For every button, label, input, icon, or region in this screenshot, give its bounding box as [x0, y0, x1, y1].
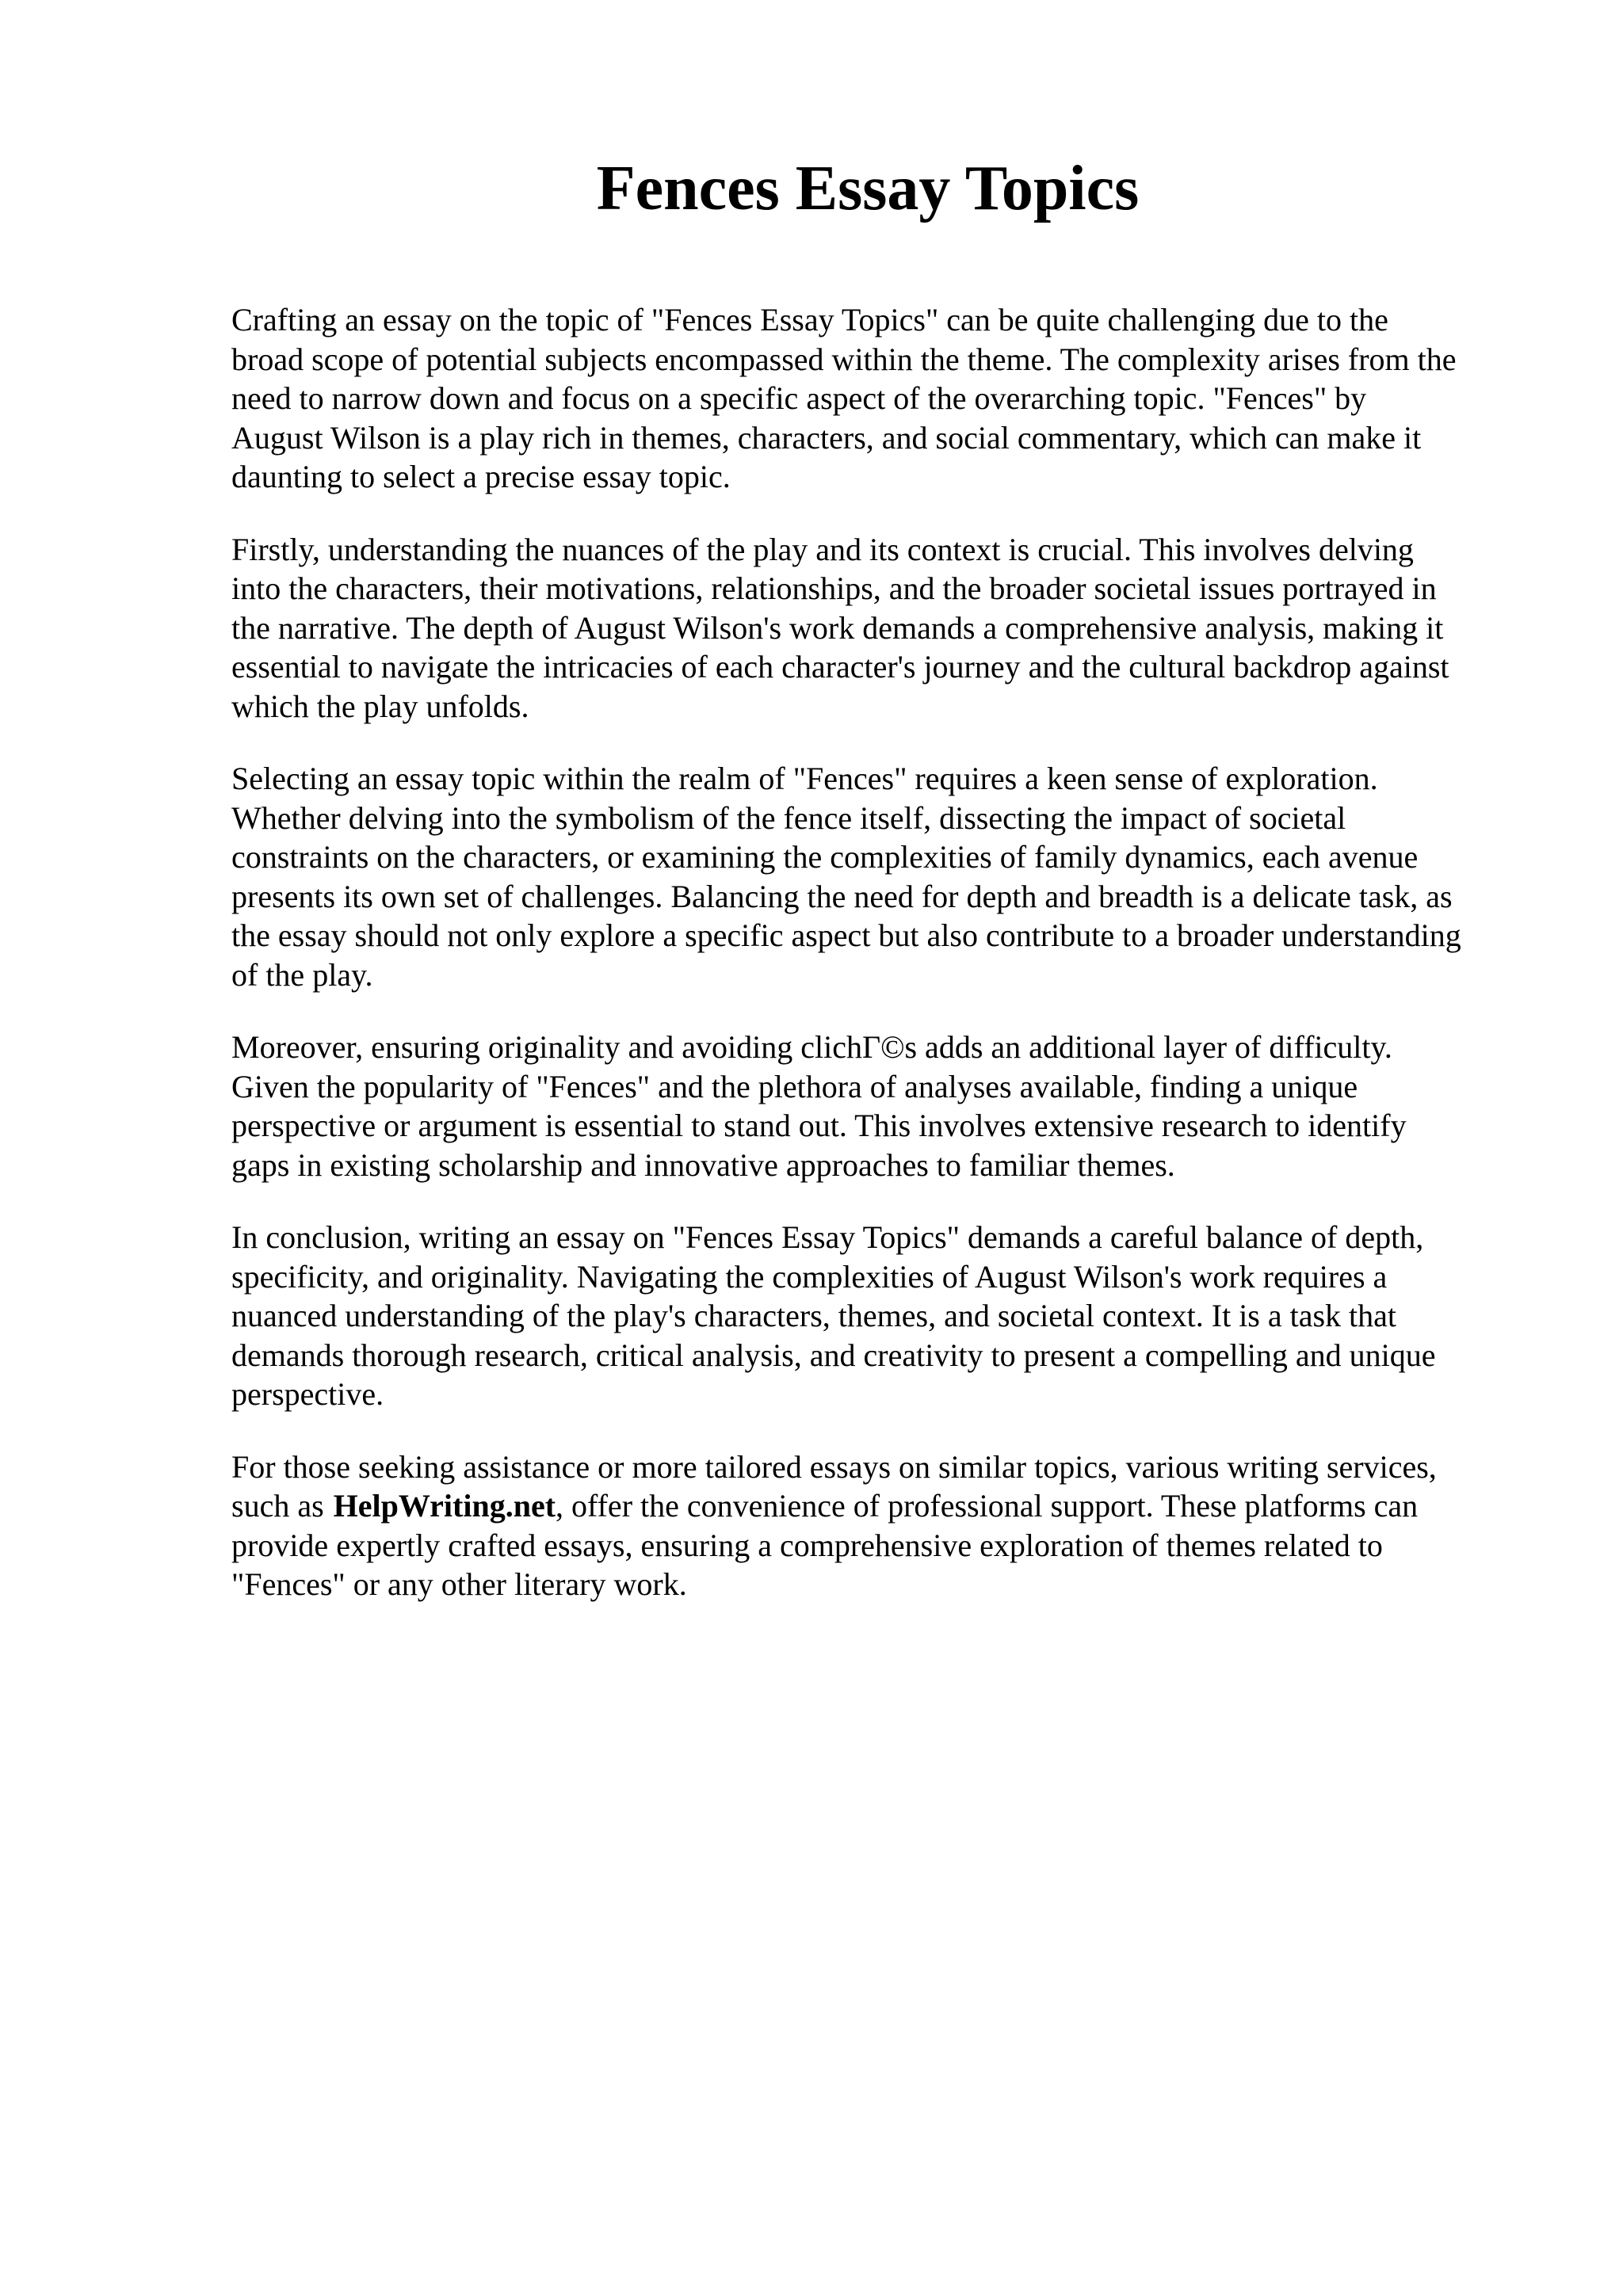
text-line: "Fences" or any other literary work.: [231, 1566, 687, 1602]
text-line: Firstly, understanding the nuances of the play and its context is crucial. This involves delving: [231, 531, 1414, 567]
text-line: essential to navigate the intricacies of each character's journey and the cultural backdrop against: [231, 649, 1449, 685]
text-line: Whether delving into the symbolism of the fence itself, dissecting the impact of societal: [231, 799, 1346, 836]
paragraph-1: [231, 300, 1519, 497]
text-line: of the play.: [231, 956, 373, 993]
text-line: the narrative. The depth of August Wilson's work demands a comprehensive analysis, making it: [231, 609, 1444, 646]
text-line: into the characters, their motivations, relationships, and the broader societal issues portrayed in: [231, 570, 1437, 606]
text-line: daunting to select a precise essay topic.: [231, 459, 731, 494]
text-line: Crafting an essay on the topic of "Fences Essay Topics" can be quite challenging due to the: [231, 302, 1388, 338]
text-line: perspective.: [231, 1376, 384, 1412]
text-line: August Wilson is a play rich in themes, characters, and social commentary, which can make it: [231, 419, 1422, 456]
text-line: constraints on the characters, or examining the complexities of family dynamics, each avenue: [231, 839, 1419, 875]
essay-body: [231, 300, 1519, 1638]
text-line: gaps in existing scholarship and innovative approaches to familiar themes.: [231, 1146, 1175, 1183]
text-line: the essay should not only explore a specific aspect but also contribute to a broader understanding: [231, 917, 1461, 953]
page-title: Fences Essay Topics: [596, 154, 1140, 223]
text-line: nuanced understanding of the play's characters, themes, and societal context. It is a task that: [231, 1298, 1397, 1333]
text-line: In conclusion, writing an essay on "Fences Essay Topics" demands a careful balance of depth,: [231, 1219, 1424, 1255]
paragraph-3: [231, 759, 1519, 994]
text-line: need to narrow down and focus on a specific aspect of the overarching topic. "Fences" by: [231, 380, 1367, 416]
text-line: presents its own set of challenges. Balancing the need for depth and breadth is a delicate task, as: [231, 878, 1453, 914]
closing-prefix: such as: [231, 1488, 324, 1524]
text-line: Moreover, ensuring originality and avoiding clichГ©s adds an additional layer of difficulty.: [231, 1029, 1392, 1065]
text-line: demands thorough research, critical analysis, and creativity to present a compelling and unique: [231, 1337, 1436, 1373]
text-line: For those seeking assistance or more tailored essays on similar topics, various writing services,: [231, 1448, 1437, 1485]
paragraph-2: [231, 530, 1519, 727]
paragraph-closing: [231, 1447, 1519, 1604]
text-line: specificity, and originality. Navigating the complexities of August Wilson's work requires a: [231, 1258, 1388, 1295]
paragraph-4: [231, 1028, 1519, 1184]
text-line: broad scope of potential subjects encompassed within the theme. The complexity arises from the: [231, 341, 1457, 377]
text-line: perspective or argument is essential to stand out. This involves extensive research to identify: [231, 1108, 1407, 1143]
text-line: which the play unfolds.: [231, 688, 529, 724]
closing-suffix: , offer the convenience of professional support. These platforms can: [556, 1488, 1419, 1524]
text-line: provide expertly crafted essays, ensuring a comprehensive exploration of themes related to: [231, 1527, 1383, 1563]
paragraph-5: [231, 1218, 1519, 1414]
text-line: Selecting an essay topic within the realm of "Fences" requires a keen sense of exploration.: [231, 761, 1378, 796]
text-line: Given the popularity of "Fences" and the plethora of analyses available, finding a unique: [231, 1068, 1358, 1104]
text-line: [231, 1486, 1519, 1526]
brand-name: HelpWriting.net: [333, 1488, 556, 1524]
